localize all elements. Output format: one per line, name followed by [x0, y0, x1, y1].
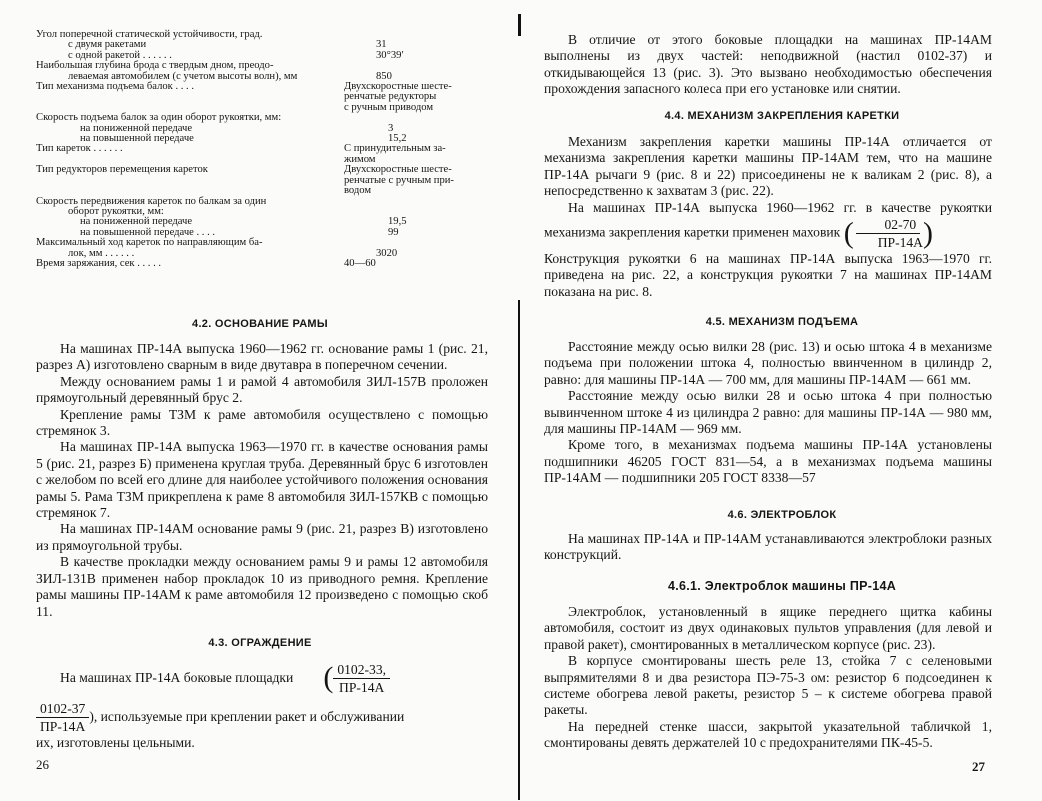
fraction-numerator: 02-70 [856, 216, 920, 234]
section-title-4-6-1: 4.6.1. Электроблок машины ПР-14А [667, 579, 897, 593]
section-title-4-2: 4.2. ОСНОВАНИЕ РАМЫ [192, 318, 328, 330]
spec-label: Максимальный ход кареток по направляющим ба- [36, 237, 263, 249]
handwheel-text: На машинах ПР-14А выпуска 1960—1962 гг. в качестве рукоятки механизма закрепления каретки применен маховик [544, 199, 992, 240]
spec-label [36, 186, 344, 196]
spec-value: 850 [376, 70, 392, 82]
paragraph: В корпусе смонтированы шесть реле 13, стойка 7 с селеновыми выпрямителями 8 и два резистора ПЭ-75-3 ом: резистор 6 подсоединен к системе обогрева левой ракеты, резистор 5 – к системе обогрева правой ракеты. [544, 653, 992, 718]
spec-value: ренчатые с ручным при- [344, 174, 454, 186]
spec-value: 3020 [376, 247, 398, 259]
spec-row [36, 238, 488, 248]
spec-value: 31 [376, 39, 387, 51]
spec-label: Скорость подъема балок за один оборот рукоятки, мм: [36, 112, 282, 124]
spec-value: 3 [388, 122, 394, 134]
spec-label: Скорость передвижения кареток по балкам за один [36, 195, 267, 207]
spec-label: Тип редукторов перемещения кареток [36, 164, 208, 176]
spec-value [344, 61, 488, 71]
spec-value: водом [344, 185, 372, 197]
paragraph: На передней стенке шасси, закрытой указательной табличкой 1, смонтированы девять держателей 10 с предохранителями ПК-45-5. [544, 718, 992, 751]
spec-label: с одной ракетой . . . . . . [68, 49, 172, 61]
section-4-5-text [544, 339, 992, 487]
spec-value [344, 113, 488, 123]
fence-text-1: На машинах ПР-14А боковые площадки [60, 670, 294, 686]
paragraph: Расстояние между осью вилки 28 и осью штока 4 при полностью вывинченном штоке 4 из цилиндра 2 равно: для машины ПР-14А — 980 мм, для машины ПР-14АМ — 969 мм. [544, 388, 992, 437]
open-paren: ( [323, 661, 334, 695]
spec-label: лок, мм . . . . . . [68, 247, 135, 259]
fraction-numerator: 0102-37 [36, 700, 89, 718]
section-title-4-5: 4.5. МЕХАНИЗМ ПОДЪЕМА [705, 316, 859, 328]
section-4-6-1-text [544, 604, 992, 752]
spec-value [344, 30, 488, 40]
spec-value: Двухскоростные шесте- [344, 81, 452, 93]
spec-value [344, 197, 488, 207]
paragraph: Между основанием рамы 1 и рамой 4 автомобиля ЗИЛ-157В проложен прямоугольный деревянный брус 2. [36, 373, 488, 406]
spec-value [344, 238, 488, 248]
spec-label: оборот рукоятки, мм: [68, 205, 164, 217]
paragraph: В отличие от этого боковые площадки на машинах ПР-14АМ выполнены из двух частей: неподвижной (настил 0102-37) и откидывающейся 13 (рис. 3). Это вызвано необходимостью обеспечения прохождения запасного колеса при его установке или снятии. [544, 32, 992, 97]
section-4-6-text [544, 531, 992, 564]
spec-value: 99 [388, 226, 399, 238]
spec-table [36, 30, 488, 269]
paragraph-handwheel [544, 200, 992, 251]
section-title-4-3: 4.3. ОГРАЖДЕНИЕ [208, 637, 312, 649]
fraction-0102-37 [36, 700, 89, 735]
fence-text-3: их, изготовлены цельными. [36, 735, 195, 750]
paragraph: На машинах ПР-14АМ основание рамы 9 (рис. 21, разрез В) изготовлено из прямоугольной трубы. [36, 521, 488, 553]
page-number-left: 26 [36, 757, 49, 772]
spec-label: Угол поперечной статической устойчивости, град. [36, 29, 263, 40]
spec-label: на пониженной передаче [80, 216, 193, 228]
spec-label: Тип механизма подъема балок . . . . [36, 81, 194, 93]
spec-label: с двумя ракетами [68, 39, 147, 51]
section-4-4-text [544, 134, 992, 300]
fraction-numerator: 0102-33, [333, 661, 390, 679]
left-page [0, 0, 520, 801]
paragraph: Расстояние между осью вилки 28 (рис. 13) и осью штока 4 в механизме подъема при положении штока 4, полностью ввинченном в цилиндр 2, равно: для машины ПР-14А — 700 мм, для машины ПР-14АМ — 661 мм. [544, 339, 992, 387]
spec-row [36, 186, 488, 196]
open-paren: ( [843, 216, 854, 250]
spine-mark [518, 14, 521, 36]
section-4-3-text [36, 661, 488, 751]
spec-label: леваемая автомобилем (с учетом высоты волн), мм [68, 70, 298, 82]
paragraph: Механизм закрепления каретки машины ПР-14А отличается от механизма закрепления каретки машины ПР-14АМ тем, что на машине ПР-14А рычаги 9 (рис. 8 и 22) присоединены не к валикам 2 (рис. 8), а непосредственно к захватам 3 (рис. 22). [544, 134, 992, 199]
spec-value: жимом [344, 153, 376, 165]
spec-value: 19,5 [388, 216, 407, 228]
fraction-denominator: ПР-14А [877, 235, 924, 251]
spec-value: 15,2 [388, 133, 407, 145]
spec-value: ренчатые редукторы [344, 91, 437, 103]
section-title-4-6: 4.6. ЭЛЕКТРОБЛОК [727, 509, 837, 521]
spec-value: с ручным приводом [344, 101, 434, 113]
paragraph: Крепление рамы ТЗМ к раме автомобиля осуществлено с помощью стремянок 3. [36, 406, 488, 439]
paragraph: В качестве прокладки между основанием рамы 9 и рамы 12 автомобиля ЗИЛ-131В применен набор прокладок 10 из приводного ремня. Крепление рамы машины ПР-14АМ к раме автомобиля 12 произведено с помощью скоб 11. [36, 554, 488, 619]
spec-value: С принудительным за- [344, 143, 446, 155]
paragraph: На машинах ПР-14А выпуска 1963—1970 гг. в качестве основания рамы 5 (рис. 21, разрез Б) применена круглая труба. Деревянный брус 6 изготовлен с желобом по всей его длине для наиболее устойчивого положения основания рамы 5. Рама ТЗМ прикреплена к раме 8 автомобиля ЗИЛ-157КВ с помощью стремянок 7. [36, 439, 488, 521]
spec-label: на пониженной передаче [80, 122, 193, 134]
fraction-0102-33 [333, 661, 390, 696]
spec-value: Двухскоростные шесте- [344, 164, 452, 176]
spec-label: на повышенной передаче [80, 133, 194, 145]
close-paren: ) [923, 216, 934, 250]
spec-label [36, 176, 344, 186]
paragraph: На машинах ПР-14А и ПР-14АМ устанавливаются электроблоки разных конструкций. [544, 531, 992, 563]
spec-label: Тип кареток . . . . . . [36, 143, 123, 155]
spec-label: Время заряжания, сек . . . . . [36, 257, 162, 269]
section-title-4-4: 4.4. МЕХАНИЗМ ЗАКРЕПЛЕНИЯ КАРЕТКИ [664, 110, 900, 122]
spec-row [36, 176, 488, 186]
page-number-right: 27 [972, 759, 985, 774]
fraction-02-70 [854, 216, 923, 251]
spec-value: 30°39′ [376, 49, 404, 61]
fraction-denominator: ПР-14А [339, 680, 385, 695]
spec-row [36, 144, 488, 154]
paragraph: Конструкция рукоятки 6 на машинах ПР-14А выпуска 1963—1970 гг. приведена на рис. 22, а конструкция рукоятки 7 на машинах ПР-14АМ показана на рис. 8. [544, 251, 992, 299]
intro-paragraph [544, 32, 992, 98]
spine-line [518, 300, 520, 800]
spec-label: Наибольшая глубина брода с твердым дном, преодо- [36, 60, 274, 72]
spec-label [36, 92, 344, 102]
spec-value: 40—60 [344, 257, 376, 269]
paragraph: На машинах ПР-14А выпуска 1960—1962 гг. основание рамы 1 (рис. 21, разрез А) изготовлено сварным в виде двутавра в поперечном сечении. [36, 341, 488, 373]
spec-label: на повышенной передаче . . . . [80, 226, 216, 238]
paragraph: Электроблок, установленный в ящике переднего щитка кабины автомобиля, состоит из двух одинаковых пультов управления (для левой и правой ракет), смонтированных в металлическом корпусе (рис. 23). [544, 604, 992, 652]
section-4-2-text [36, 341, 488, 620]
paragraph: Кроме того, в механизмах подъема машины ПР-14А установлены подшипники 46205 ГОСТ 831—54, а в механизмах подъема машины ПР-14АМ — подшипники 205 ГОСТ 8338—57 [544, 437, 992, 486]
fence-text-2: ), используемые при креплении ракет и обслуживании [89, 709, 405, 725]
spec-row [36, 259, 488, 269]
right-page [522, 0, 1042, 801]
fraction-denominator: ПР-14А [39, 719, 86, 734]
